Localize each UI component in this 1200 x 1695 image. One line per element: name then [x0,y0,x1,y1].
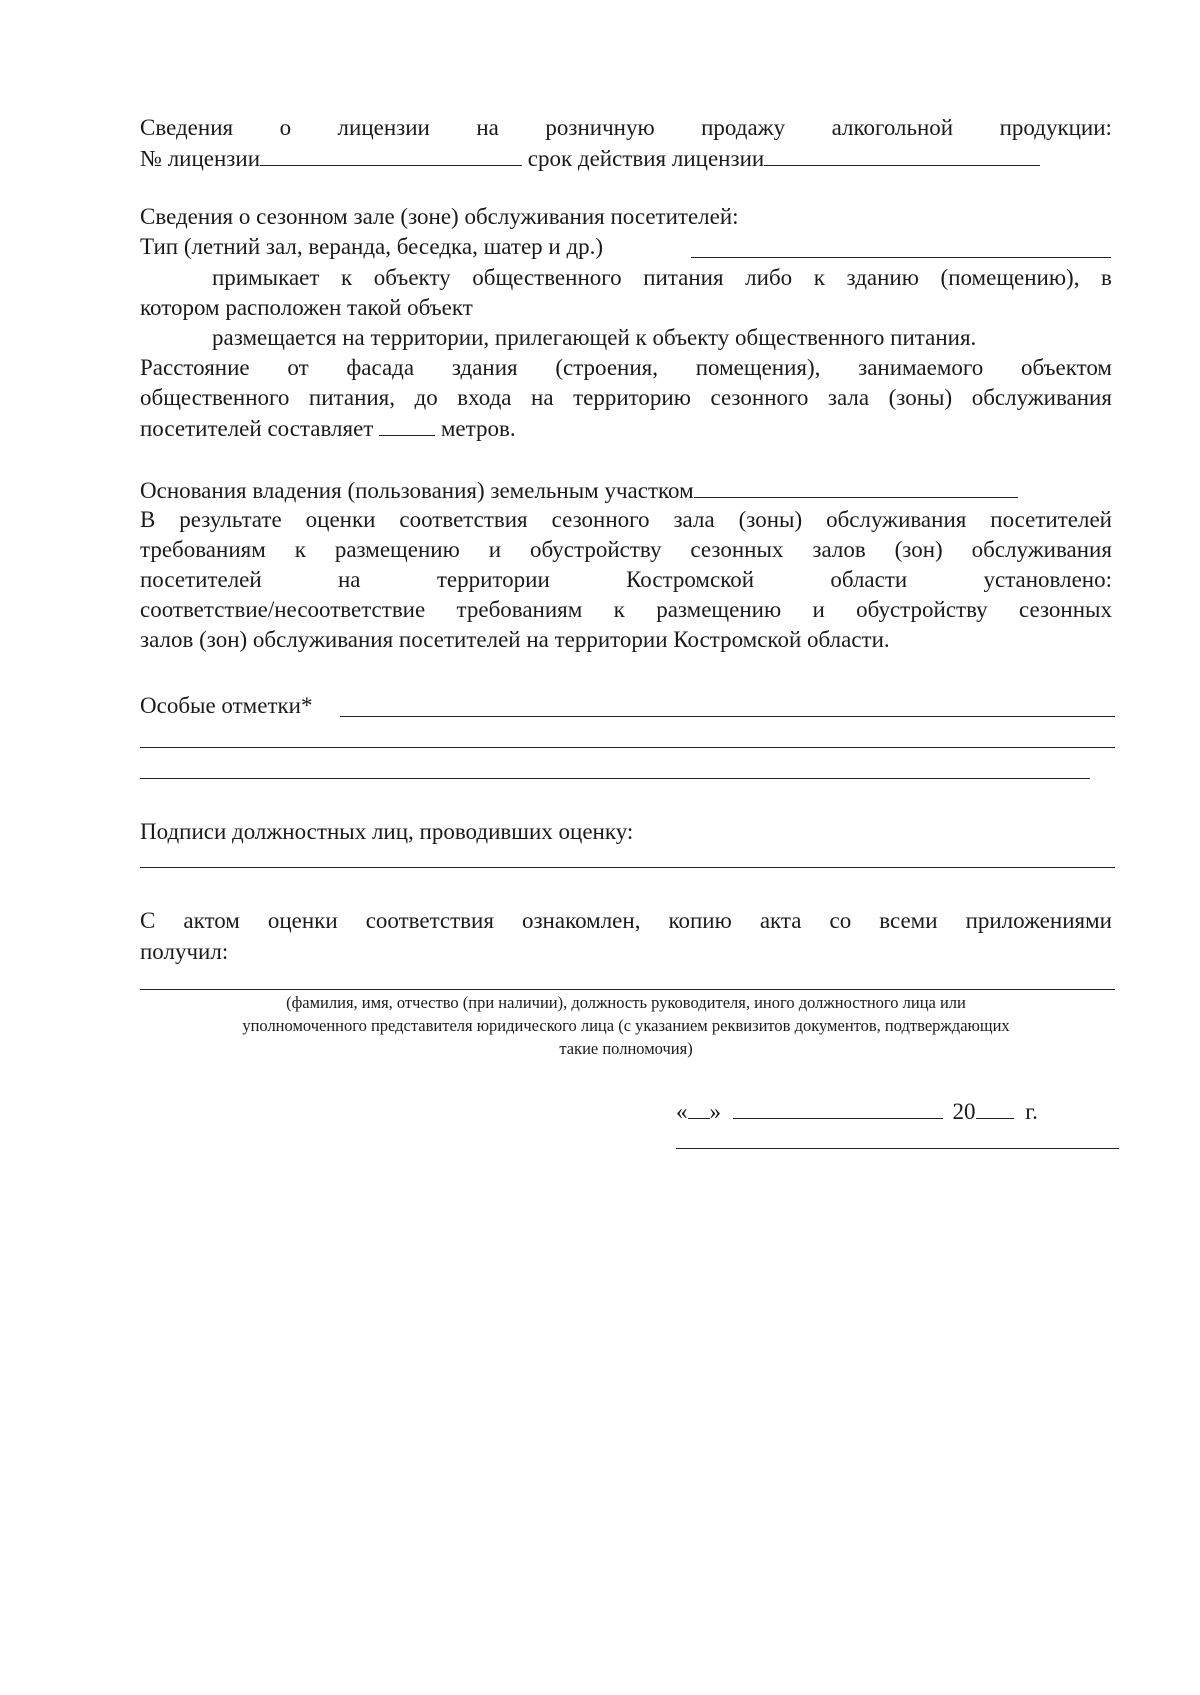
date-year-suffix: г. [1025,1099,1038,1124]
word: размещению [334,537,460,562]
seasonal-heading: Сведения о сезонном зале (зоне) обслуживания посетителей: [140,204,739,229]
word: территорию [573,385,691,410]
word: занимаемого [858,355,984,380]
word: лицензии [337,115,430,140]
result-line-4 [140,595,1112,625]
result-line-5: залов (зон) обслуживания посетителей на территории Костромской области. [140,627,890,652]
result-line-1 [140,505,1112,535]
word: требованиям [140,537,266,562]
word: оценки [305,507,376,532]
word: к [613,597,625,622]
notes-label: Особые отметки* [140,693,313,718]
word: сезонного [710,385,809,410]
license-number-label: № лицензии [140,146,261,171]
word: сезонных [690,537,784,562]
word: посетителей [140,567,262,592]
distance-unit: метров. [440,416,516,441]
date-day-field[interactable] [688,1096,710,1119]
word: здания [451,355,518,380]
notes-field-2[interactable] [140,747,1115,748]
word: результате [179,507,282,532]
ack-line-1 [140,906,1112,936]
territory-option: размещается на территории, прилегающей к объекту общественного питания. [212,325,977,350]
word: о [279,115,292,140]
word: Расстояние [140,355,250,380]
ack-caption-3: такие полномочия) [559,1039,693,1058]
word: оценки [267,908,338,933]
word: общественного [140,385,290,410]
word: либо [745,265,793,290]
word: к [813,265,825,290]
word: помещения), [695,355,821,380]
word: размещению [656,597,782,622]
word: алкогольной [831,115,954,140]
word: обустройству [856,597,988,622]
word: Костромской [626,567,755,592]
word: (строения, [555,355,658,380]
license-heading [140,113,1112,143]
result-line-2 [140,535,1112,565]
date-signature-field[interactable] [676,1148,1119,1149]
date-open-quote: « [676,1099,688,1124]
adjoins-option [212,263,1112,293]
word: зала [673,507,715,532]
word: (зоны) [888,385,953,410]
word: объектом [1021,355,1112,380]
word: на [531,385,554,410]
word: и [488,537,502,562]
word: продажу [701,115,786,140]
word: копию [668,908,732,933]
word: зала [827,385,870,410]
ack-caption-2: уполномоченного представителя юридического лица (с указанием реквизитов документов, подтверждающих [242,1016,1010,1035]
word: на [338,567,361,592]
distance-line-1 [140,353,1112,383]
word: питания [643,265,724,290]
word: соответствия [365,908,494,933]
word: обслуживания [826,507,967,532]
word: от [287,355,309,380]
distance-field[interactable] [379,413,435,436]
ack-line-2: получил: [140,939,229,964]
word: Сведения [140,115,234,140]
word: посетителей [990,507,1112,532]
land-line [140,475,1018,506]
word: залов [812,537,866,562]
word: области [830,567,908,592]
word: сезонного [551,507,650,532]
word: зданию [846,265,919,290]
word: всеми [879,908,938,933]
word: фасада [346,355,415,380]
word: в [1101,265,1112,290]
word: соответствия [399,507,528,532]
word: С [140,908,156,933]
adjoins-continuation: котором расположен такой объект [140,295,473,320]
word: (зоны) [738,507,803,532]
signatures-label: Подписи должностных лиц, проводивших оценку: [140,819,634,844]
date-year-prefix: 20 [952,1099,976,1124]
word: соответствие/несоответствие [140,597,426,622]
word: объекту [373,265,451,290]
word: приложениями [965,908,1112,933]
ack-field[interactable] [140,989,1115,990]
word: розничную [545,115,655,140]
word: (зон) [894,537,943,562]
license-number-line [140,143,1040,174]
word: обслуживания [971,385,1112,410]
date-close-quote: » [709,1099,721,1124]
word: обслуживания [971,537,1112,562]
distance-label: посетителей составляет [140,416,374,441]
word: (помещению), [940,265,1080,290]
word: ознакомлен, [521,908,641,933]
word: территории [436,567,550,592]
land-field[interactable] [694,475,1018,498]
notes-field-3[interactable] [140,778,1090,779]
seasonal-type-field[interactable] [691,257,1111,258]
word: примыкает [212,265,320,290]
signatures-field[interactable] [140,867,1115,868]
ack-caption-1: (фамилия, имя, отчество (при наличии), должность руководителя, иного должностного лица или [286,993,966,1012]
land-label: Основания владения (пользования) земельным участком [140,478,694,503]
seasonal-type-label: Тип (летний зал, веранда, беседка, шатер и др.) [140,234,604,259]
word: установлено: [983,567,1112,592]
word: актом [183,908,240,933]
word: входа [457,385,512,410]
word: акта [759,908,802,933]
result-line-3 [140,565,1112,595]
notes-field-1[interactable] [340,716,1115,717]
word: продукции: [999,115,1112,140]
date-line [676,1096,1038,1127]
word: до [414,385,438,410]
word: со [829,908,852,933]
word: В [140,507,156,532]
distance-line-2 [140,383,1112,413]
word: обустройству [529,537,662,562]
word: и [812,597,825,622]
license-term-label: срок действия лицензии [527,146,765,171]
seasonal-type-line [140,232,603,262]
word: общественного [472,265,622,290]
word: требованиям [456,597,583,622]
word: к [341,265,353,290]
license-number-field[interactable] [260,143,522,166]
word: к [294,537,306,562]
word: питания, [308,385,396,410]
date-month-field[interactable] [733,1096,943,1119]
license-term-field[interactable] [764,143,1040,166]
distance-line-3 [140,413,516,444]
date-year-field[interactable] [976,1096,1014,1119]
word: на [476,115,499,140]
word: сезонных [1019,597,1112,622]
